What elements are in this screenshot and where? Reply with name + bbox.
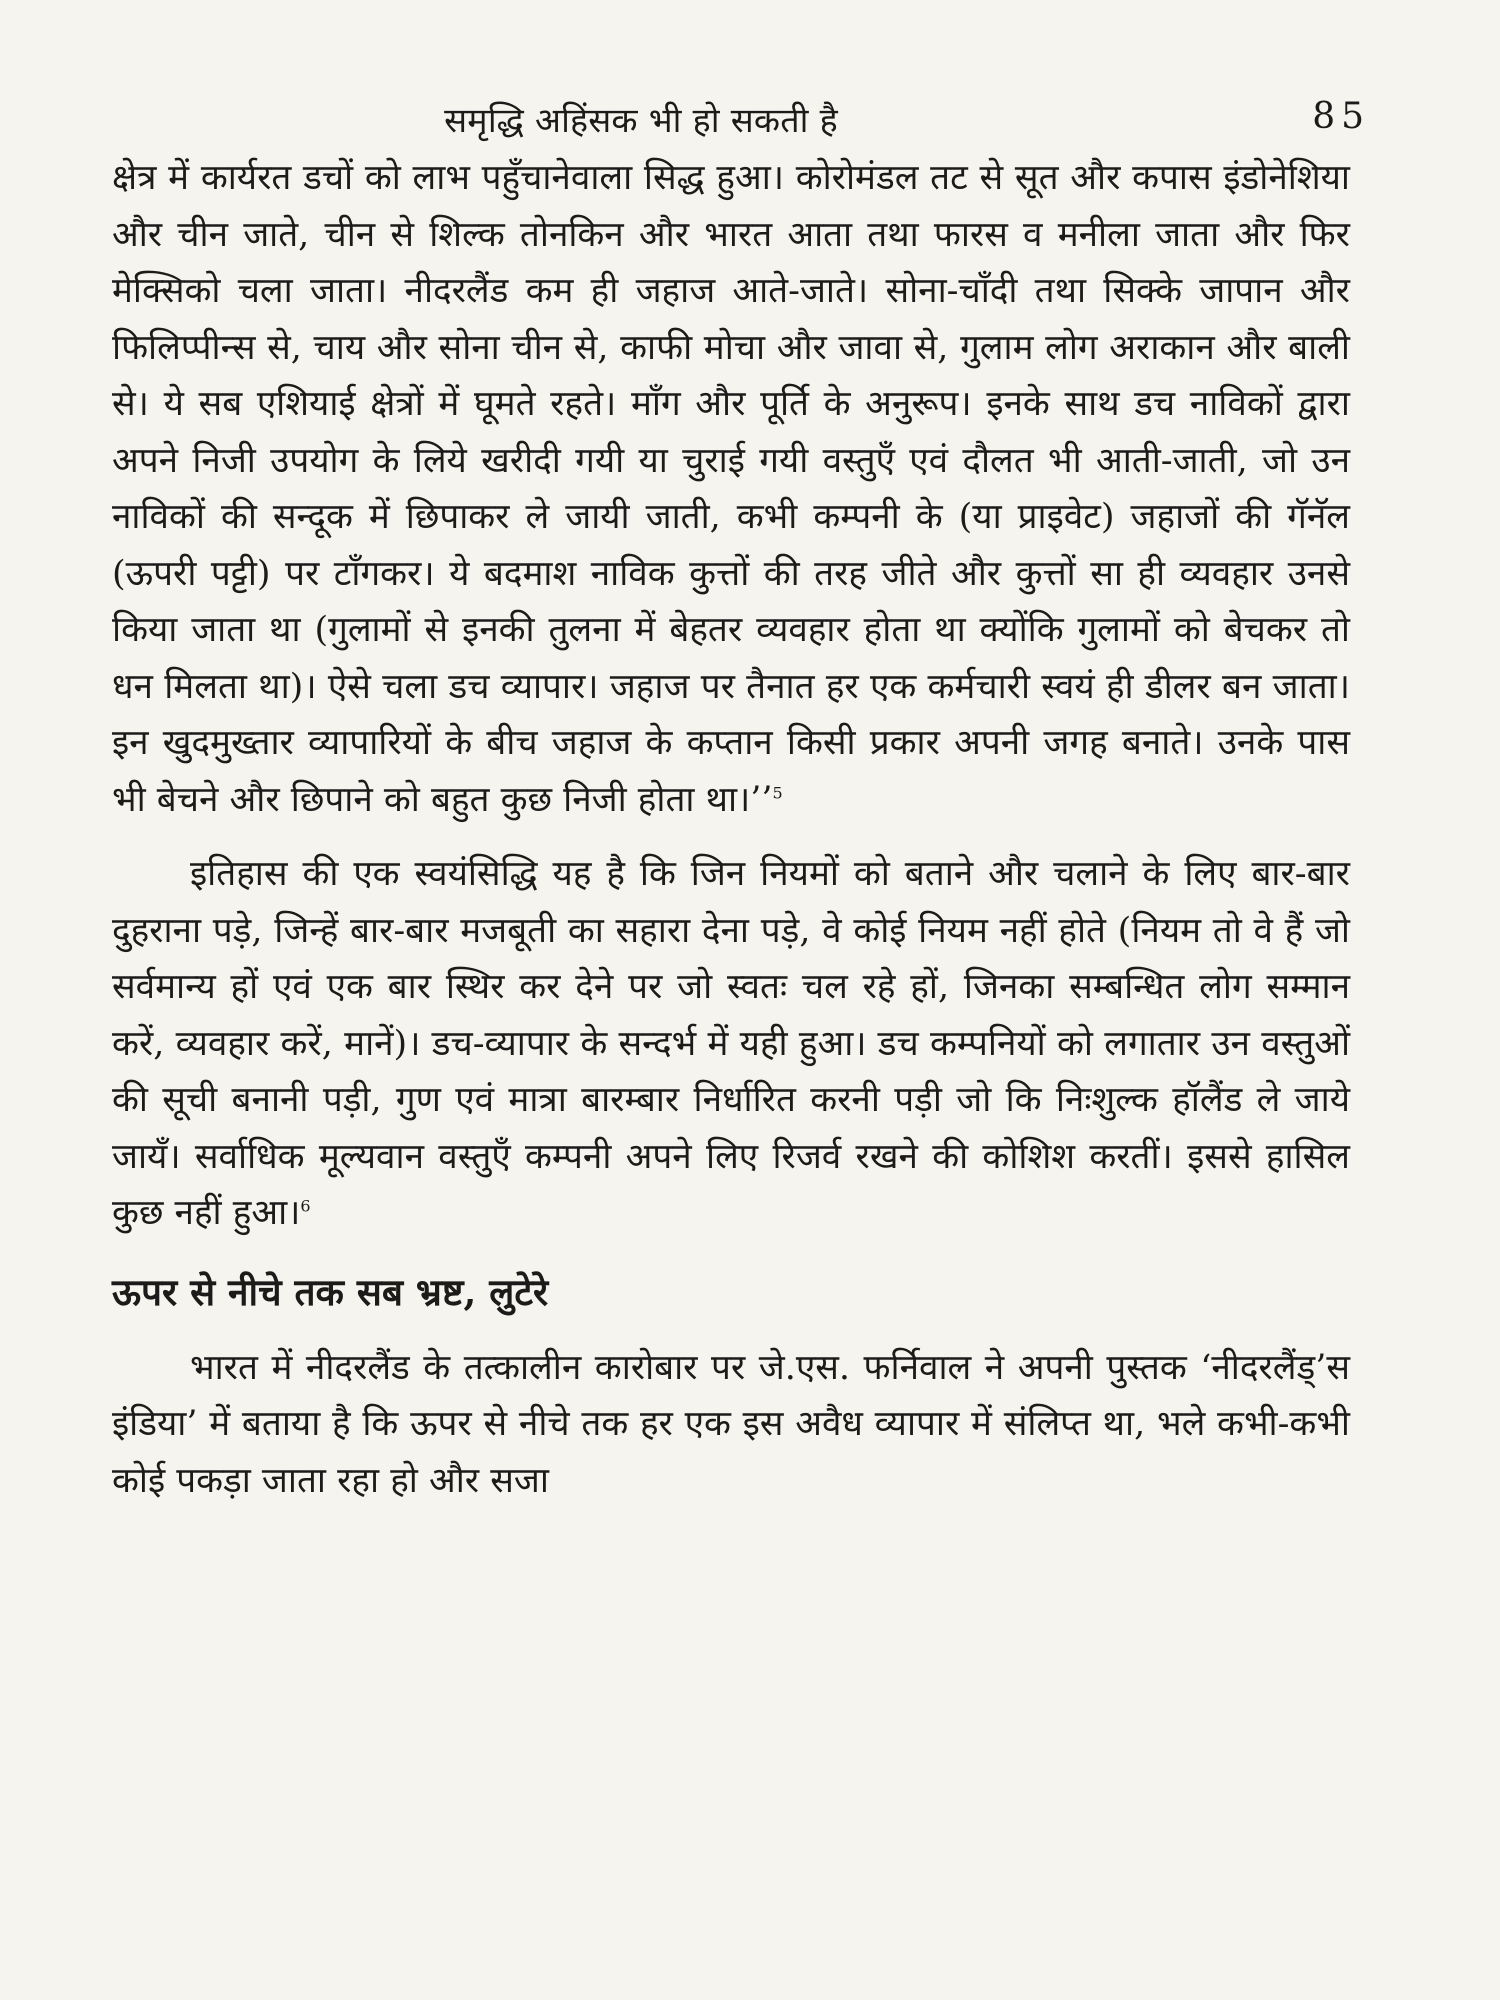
- paragraph-gap: [112, 828, 1350, 846]
- footnote-ref-6: 6: [300, 1196, 311, 1216]
- footnote-ref-5: 5: [772, 782, 783, 802]
- page-number: 85: [1312, 96, 1370, 137]
- paragraph-3: [112, 1340, 1350, 1510]
- paragraph-1-text: क्षेत्र में कार्यरत डचों को लाभ पहुँचानेवाला सिद्ध हुआ। कोरोमंडल तट से सूत और कपास इंडोनेशिया और चीन जाते, चीन से शिल्क तोनकिन और भारत आता तथा फारस व मनीला जाता और फिर मेक्सिको चला जाता। नीदरलैंड कम ही जहाज आते-जाते। सोना-चाँदी तथा सिक्के जापान और फिलिप्पीन्स से, चाय और सोना चीन से, काफी मोचा और जावा से, गुलाम लोग अराकान और बाली से। ये सब एशियाई क्षेत्रों में घूमते रहते। माँग और पूर्ति के अनुरूप। इनके साथ डच नाविकों द्वारा अपने निजी उपयोग के लिये खरीदी गयी या चुराई गयी वस्तुएँ एवं दौलत भी आती-जाती, जो उन नाविकों की सन्दूक में छिपाकर ले जायी जाती, कभी कम्पनी के (या प्राइवेट) जहाजों की गॅनॅल (ऊपरी पट्टी) पर टाँगकर। ये बदमाश नाविक कुत्तों की तरह जीते और कुत्तों सा ही व्यवहार उनसे किया जाता था (गुलामों से इनकी तुलना में बेहतर व्यवहार होता था क्योंकि गुलामों को बेचकर तो धन मिलता था)। ऐसे चला डच व्यापार। जहाज पर तैनात हर एक कर्मचारी स्वयं ही डीलर बन जाता। इन खुदमुख्तार व्यापारियों के बीच जहाज के कप्तान किसी प्रकार अपनी जगह बनाते। उनके पास भी बेचने और छिपाने को बहुत कुछ निजी होता था।’’: [112, 158, 1350, 820]
- paragraph-3-text: भारत में नीदरलैंड के तत्कालीन कारोबार पर जे.एस. फर्निवाल ने अपनी पुस्तक ‘नीदरलैंड्’स इंडिया’ में बताया है कि ऊपर से नीचे तक हर एक इस अवैध व्यापार में संलिप्त था, भले कभी-कभी कोई पकड़ा जाता रहा हो और सजा: [112, 1347, 1350, 1501]
- paragraph-2: [112, 846, 1350, 1242]
- paragraph-1: [112, 150, 1350, 828]
- running-header: [112, 0, 1370, 150]
- section-heading: ऊपर से नीचे तक सब भ्रष्ट, लुटेरे: [112, 1269, 549, 1314]
- running-title: समृद्धि अहिंसक भी हो सकती है: [444, 101, 838, 141]
- paragraph-2-text: इतिहास की एक स्वयंसिद्धि यह है कि जिन नियमों को बताने और चलाने के लिए बार-बार दुहराना पड़े, जिन्हें बार-बार मजबूती का सहारा देना पड़े, वे कोई नियम नहीं होते (नियम तो वे हैं जो सर्वमान्य हों एवं एक बार स्थिर कर देने पर जो स्वतः चल रहे हों, जिनका सम्बन्धित लोग सम्मान करें, व्यवहार करें, मानें)। डच-व्यापार के सन्दर्भ में यही हुआ। डच कम्पनियों को लगातार उन वस्तुओं की सूची बनानी पड़ी, गुण एवं मात्रा बारम्बार निर्धारित करनी पड़ी जो कि निःशुल्क हॉलैंड ले जाये जायँ। सर्वाधिक मूल्यवान वस्तुएँ कम्पनी अपने लिए रिजर्व रखने की कोशिश करतीं। इससे हासिल कुछ नहीं हुआ।: [112, 854, 1350, 1233]
- body-text: [112, 150, 1350, 1509]
